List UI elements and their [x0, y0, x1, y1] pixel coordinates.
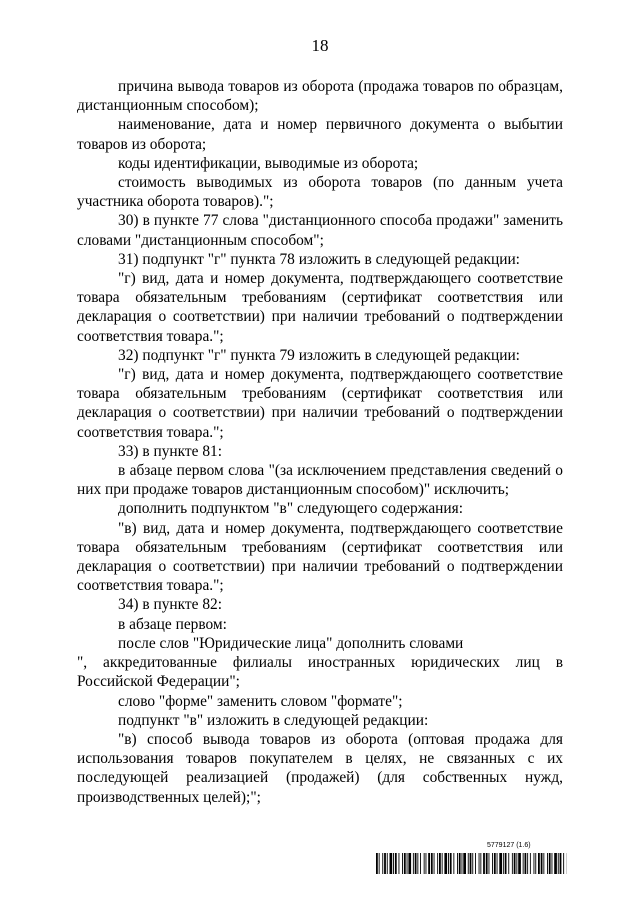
- paragraph: стоимость выводимых из оборота товаров (по данным учета участника оборота товаров).";: [77, 174, 563, 211]
- paragraph: 34) в пункте 82:: [118, 596, 222, 614]
- paragraph: 31) подпункт "г" пункта 78 изложить в следующей редакции:: [118, 250, 520, 268]
- paragraph: 32) подпункт "г" пункта 79 изложить в следующей редакции:: [118, 346, 520, 364]
- paragraph: "г) вид, дата и номер документа, подтверждающего соответствие товара обязательным требованиям (сертификат соответствия или декларация о соответствии) при наличии требований о подтверждении соответствия товара.";: [77, 270, 563, 345]
- paragraph: "г) вид, дата и номер документа, подтверждающего соответствие товара обязательным требованиям (сертификат соответствия или декларация о соответствии) при наличии требований о подтверждении соответствия товара.";: [77, 366, 563, 441]
- paragraph: подпункт "в" изложить в следующей редакции:: [118, 711, 429, 729]
- paragraph: после слов "Юридические лица" дополнить словами ", аккредитованные филиалы иностранных юридических лиц в Российской Федерации";: [77, 634, 563, 691]
- paragraph: коды идентификации, выводимые из оборота;: [118, 154, 419, 172]
- paragraph: "в) способ вывода товаров из оборота (оптовая продажа для использования товаров покупателем в целях, не связанных с их последующей реализацией (продажей) (для собственных нужд, производственных целей);";: [77, 730, 563, 806]
- paragraph: в абзаце первом слова "(за исключением представления сведений о них при продаже товаров дистанционным способом)" исключить;: [77, 462, 563, 499]
- paragraph: наименование, дата и номер первичного документа о выбытии товаров из оборота;: [77, 116, 563, 153]
- paragraph: причина вывода товаров из оборота (продажа товаров по образцам, дистанционным способом);: [77, 78, 563, 115]
- paragraph: слово "форме" заменить словом "формате";: [118, 692, 403, 710]
- barcode: [376, 853, 567, 874]
- paragraph: "в) вид, дата и номер документа, подтверждающего соответствие товара обязательным требованиям (сертификат соответствия или декларация о соответствии) при наличии требований о подтверждении соответствия товара.";: [77, 519, 563, 595]
- paragraph: дополнить подпунктом "в" следующего содержания:: [118, 500, 464, 518]
- document-code: 5779127 (1.6): [487, 842, 531, 849]
- paragraph: в абзаце первом:: [118, 615, 227, 633]
- paragraph: 33) в пункте 81:: [118, 442, 222, 460]
- document-body: [77, 77, 563, 807]
- paragraph: 30) в пункте 77 слова "дистанционного способа продажи" заменить словами "дистанционным способом";: [77, 212, 563, 249]
- page-number: 18: [311, 36, 329, 55]
